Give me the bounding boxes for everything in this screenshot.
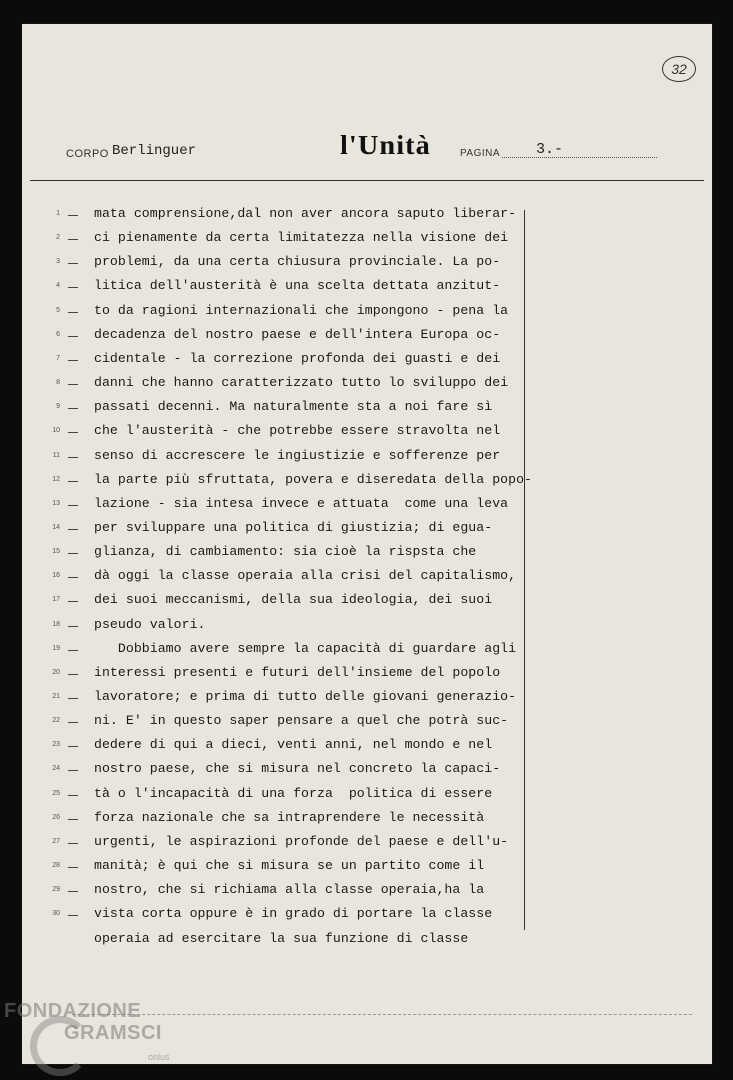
line-tick [68, 408, 78, 409]
corpo-value: Berlinguer [112, 143, 197, 159]
line-number: 18 [52, 620, 60, 628]
archive-number-stamp: 32 [662, 56, 696, 82]
line-number: 22 [52, 717, 60, 725]
line-tick [68, 674, 78, 675]
masthead-logo: l'Unità [340, 130, 431, 160]
line-number: 7 [56, 354, 60, 362]
line-tick [68, 215, 78, 216]
line-number: 21 [52, 693, 60, 700]
text-line: decadenza del nostro paese e dell'intera Europa oc- [94, 326, 501, 342]
line-tick [68, 891, 78, 892]
text-line: ci pienamente da certa limitatezza nella visione dei [94, 230, 509, 246]
line-tick [68, 263, 78, 264]
corpo-label: CORPO [66, 148, 109, 160]
text-line: cidentale - la correzione profonda dei guasti e dei [94, 350, 501, 366]
line-number: 16 [52, 572, 60, 580]
line-tick [68, 650, 78, 651]
line-number: 20 [52, 668, 60, 676]
text-line: ni. E' in questo saper pensare a quel che potrà suc- [94, 713, 509, 729]
watermark-line2: GRAMSCI [64, 1022, 162, 1044]
text-line: operaia ad esercitare la sua funzione di classe [94, 930, 469, 946]
line-number: 19 [52, 644, 60, 652]
line-number: 10 [52, 427, 60, 435]
text-line: tà o l'incapacità di una forza politica di essere [94, 785, 493, 801]
text-line: nostro, che si richiama alla classe operaia,ha la [94, 882, 485, 898]
line-number: 27 [52, 837, 60, 845]
line-tick [68, 432, 78, 433]
text-line: lavoratore; e prima di tutto delle giovani generazio- [94, 689, 517, 704]
line-number: 29 [52, 886, 60, 894]
pagina-value: 3.- [536, 141, 564, 158]
line-number: 15 [52, 548, 60, 556]
pagina-label: PAGINA [460, 148, 501, 159]
line-number: 26 [52, 813, 60, 821]
line-number: 14 [52, 523, 60, 531]
line-number: 3 [56, 258, 60, 266]
right-margin-line [524, 210, 525, 930]
page-header [22, 24, 712, 186]
text-line: urgenti, le aspirazioni profonde del paese e dell'u- [94, 833, 509, 849]
watermark-line1: FONDAZIONE [4, 1000, 142, 1022]
line-tick [68, 795, 78, 796]
line-number: 9 [56, 403, 60, 411]
text-line: passati decenni. Ma naturalmente sta a noi fare sì [94, 399, 493, 415]
line-tick [68, 457, 78, 458]
line-tick [68, 867, 78, 868]
line-number: 6 [56, 330, 60, 338]
line-tick [68, 819, 78, 820]
line-number: 25 [52, 789, 60, 797]
line-number: 2 [56, 234, 60, 242]
line-number: 30 [52, 910, 60, 918]
line-tick [68, 312, 78, 313]
bottom-rule [72, 1014, 692, 1015]
text-line: glianza, di cambiamento: sia cioè la rispsta che [94, 544, 477, 560]
line-tick [68, 843, 78, 844]
line-number: 23 [52, 741, 60, 749]
line-tick [68, 770, 78, 771]
text-line: interessi presenti e futuri dell'insieme del popolo [94, 664, 501, 680]
line-number: 13 [52, 499, 60, 507]
line-tick [68, 601, 78, 602]
line-number: 1 [56, 210, 60, 217]
line-number: 24 [52, 765, 60, 773]
watermark [4, 1000, 162, 1044]
line-tick [68, 722, 78, 723]
text-line: la parte più sfruttata, povera e diseredata della popo- [94, 471, 533, 487]
line-tick [68, 287, 78, 288]
pagina-dotted-line [502, 146, 657, 158]
line-tick [68, 577, 78, 578]
line-number: 5 [56, 306, 60, 314]
line-number: 28 [52, 862, 60, 870]
line-number: 4 [56, 282, 60, 290]
line-number: 11 [52, 451, 60, 459]
text-line: senso di accrescere le ingiustizie e sofferenze per [94, 447, 501, 463]
line-tick [68, 239, 78, 240]
line-tick [68, 698, 78, 699]
text-line: dei suoi meccanismi, della sua ideologia, dei suoi [94, 592, 493, 608]
text-line: vista corta oppure è in grado di portare la classe [94, 906, 493, 922]
text-line: danni che hanno caratterizzato tutto lo sviluppo dei [94, 375, 509, 391]
line-number: 17 [52, 596, 60, 604]
line-tick [68, 746, 78, 747]
header-rule [30, 180, 704, 181]
text-line: problemi, da una certa chiusura provinciale. La po- [94, 254, 501, 270]
text-line: Dobbiamo avere sempre la capacità di guardare agli [94, 640, 517, 656]
line-number: 12 [52, 475, 60, 483]
line-tick [68, 505, 78, 506]
line-tick [68, 529, 78, 530]
line-number: 8 [56, 379, 60, 387]
text-line: dà oggi la classe operaia alla crisi del capitalismo, [94, 568, 517, 584]
text-line: litica dell'austerità è una scelta dettata anzitut- [94, 278, 501, 294]
text-line: mata comprensione,dal non aver ancora saputo liberar- [94, 206, 517, 221]
line-tick [68, 336, 78, 337]
line-tick [68, 626, 78, 627]
text-line: manità; è qui che si misura se un partito come il [94, 858, 485, 874]
text-line: forza nazionale che sa intraprendere le necessità [94, 809, 485, 825]
line-tick [68, 384, 78, 385]
document-page [22, 24, 712, 1064]
text-line: nostro paese, che si misura nel concreto la capaci- [94, 761, 501, 777]
watermark-suffix: onlus [148, 1052, 170, 1062]
line-tick [68, 553, 78, 554]
text-line: dedere di qui a dieci, venti anni, nel mondo e nel [94, 737, 493, 753]
line-tick [68, 915, 78, 916]
text-line: per sviluppare una politica di giustizia; di egua- [94, 519, 493, 535]
text-line: to da ragioni internazionali che impongono - pena la [94, 302, 509, 318]
text-line: lazione - sia intesa invece e attuata come una leva [94, 495, 509, 511]
text-line: che l'austerità - che potrebbe essere stravolta nel [94, 423, 501, 439]
text-line: pseudo valori. [94, 616, 206, 632]
line-tick [68, 360, 78, 361]
line-tick [68, 481, 78, 482]
